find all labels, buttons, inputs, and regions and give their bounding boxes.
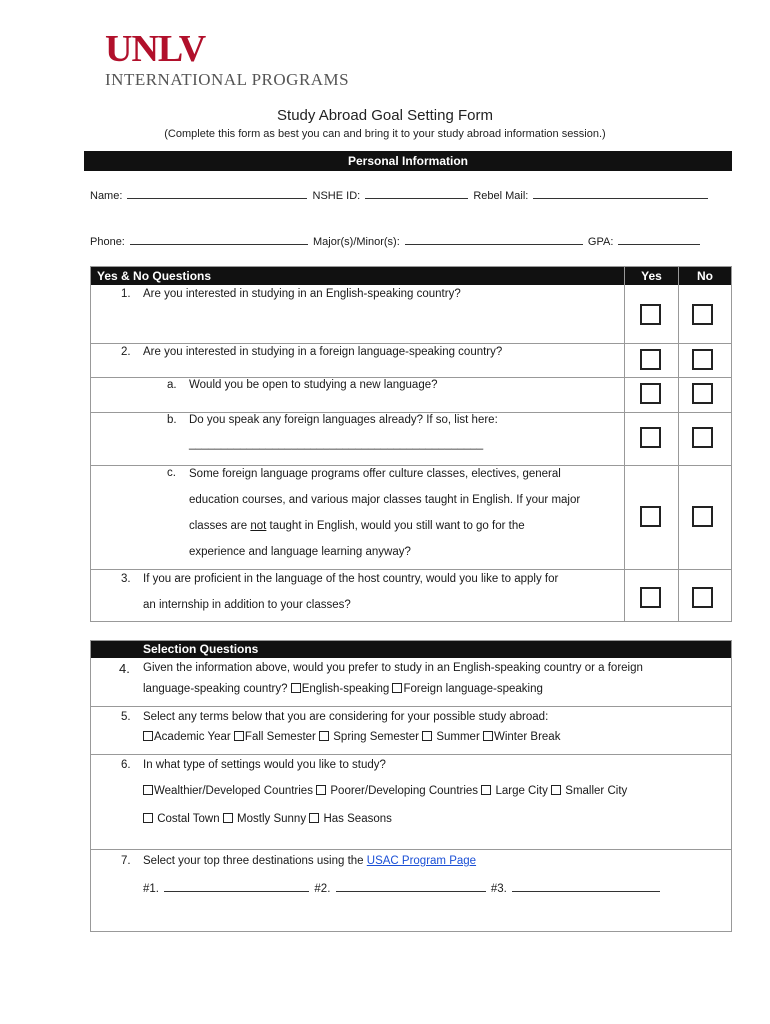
unlv-logo bbox=[105, 30, 349, 90]
personal-row-1 bbox=[90, 188, 710, 202]
phone-label: Phone: bbox=[90, 236, 125, 248]
yes-no-table bbox=[90, 266, 732, 622]
selection-heading: Selection Questions bbox=[91, 641, 731, 658]
q1-yes-checkbox[interactable] bbox=[640, 304, 661, 325]
question-text-line: If you are proficient in the language of the host country, would you like to apply for bbox=[143, 573, 559, 585]
question-number: 5. bbox=[121, 711, 131, 723]
option-label: Foreign language-speaking bbox=[403, 683, 543, 695]
setting-checkbox[interactable] bbox=[143, 785, 153, 795]
question-text: Would you be open to studying a new language? bbox=[189, 379, 438, 391]
term-checkbox[interactable] bbox=[143, 731, 153, 741]
option-label: Poorer/Developing Countries bbox=[330, 785, 479, 797]
q3-no-checkbox[interactable] bbox=[692, 587, 713, 608]
phone-field[interactable] bbox=[130, 234, 308, 245]
setting-checkbox[interactable] bbox=[309, 813, 319, 823]
question-number: b. bbox=[167, 414, 177, 426]
row-divider bbox=[91, 706, 731, 707]
usac-program-page-link[interactable]: USAC Program Page bbox=[366, 855, 477, 867]
qa-no-checkbox[interactable] bbox=[692, 383, 713, 404]
term-checkbox[interactable] bbox=[422, 731, 432, 741]
question-text: Are you interested in studying in a foreign language-speaking country? bbox=[143, 346, 503, 358]
question-text: Given the information above, would you prefer to study in an English-speaking country or a foreign bbox=[143, 662, 643, 674]
setting-checkbox[interactable] bbox=[551, 785, 561, 795]
logo-sub-text: INTERNATIONAL PROGRAMS bbox=[105, 70, 350, 89]
form-subtitle: (Complete this form as best you can and bring it to your study abroad information session.) bbox=[164, 128, 606, 140]
row-divider bbox=[91, 754, 731, 755]
destination-2-field[interactable] bbox=[336, 881, 486, 892]
major-minor-field[interactable] bbox=[405, 234, 583, 245]
q1-no-checkbox[interactable] bbox=[692, 304, 713, 325]
gpa-field[interactable] bbox=[618, 234, 700, 245]
row-divider bbox=[91, 343, 731, 344]
qc-no-checkbox[interactable] bbox=[692, 506, 713, 527]
question-text-part: language-speaking country? bbox=[143, 683, 291, 695]
option-label: Academic Year bbox=[154, 731, 231, 743]
underlined-not: not bbox=[250, 520, 267, 532]
question-number: c. bbox=[167, 467, 176, 479]
column-divider bbox=[678, 267, 679, 621]
question-text bbox=[143, 855, 476, 867]
english-speaking-checkbox[interactable] bbox=[291, 683, 301, 693]
name-field[interactable] bbox=[127, 188, 307, 199]
q5-options bbox=[143, 731, 560, 743]
option-label: Spring Semester bbox=[333, 731, 419, 743]
option-label: Fall Semester bbox=[244, 731, 316, 743]
question-number: 2. bbox=[121, 346, 131, 358]
question-number: 6. bbox=[121, 759, 131, 771]
term-checkbox[interactable] bbox=[234, 731, 244, 741]
question-number: 1. bbox=[121, 288, 131, 300]
question-text-line bbox=[189, 513, 624, 539]
question-text: Select any terms below that you are considering for your possible study abroad: bbox=[143, 711, 549, 723]
option-label: Costal Town bbox=[157, 813, 220, 825]
row-divider bbox=[91, 412, 731, 413]
question-text-part: taught in English, would you still want to go for the bbox=[266, 520, 525, 532]
question-text-line: Some foreign language programs offer culture classes, electives, general bbox=[189, 468, 561, 480]
q6-options-row-1 bbox=[143, 785, 627, 797]
question-text bbox=[143, 566, 623, 618]
selection-table bbox=[90, 640, 732, 932]
gpa-label: GPA: bbox=[587, 236, 614, 248]
question-number: a. bbox=[167, 379, 177, 391]
question-text-line: education courses, and various major classes taught in English. If your major bbox=[189, 494, 581, 506]
foreign-language-checkbox[interactable] bbox=[392, 683, 402, 693]
option-label: Winter Break bbox=[493, 731, 561, 743]
option-label: Has Seasons bbox=[323, 813, 392, 825]
option-label: Wealthier/Developed Countries bbox=[154, 785, 313, 797]
destination-1-label: #1. bbox=[143, 883, 159, 895]
question-text: Do you speak any foreign languages already? If so, list here: bbox=[189, 414, 498, 426]
destination-1-field[interactable] bbox=[164, 881, 309, 892]
question-text: Are you interested in studying in an English-speaking country? bbox=[143, 288, 461, 300]
destination-3-field[interactable] bbox=[512, 881, 660, 892]
question-text-line: an internship in addition to your classes? bbox=[143, 599, 351, 611]
major-minor-label: Major(s)/Minor(s): bbox=[313, 236, 400, 248]
option-label: Smaller City bbox=[565, 785, 628, 797]
q6-options-row-2 bbox=[143, 813, 392, 825]
form-title: Study Abroad Goal Setting Form bbox=[277, 107, 493, 124]
setting-checkbox[interactable] bbox=[481, 785, 491, 795]
personal-info-header: Personal Information bbox=[84, 151, 732, 171]
option-label: Summer bbox=[436, 731, 480, 743]
setting-checkbox[interactable] bbox=[143, 813, 153, 823]
option-label: Large City bbox=[495, 785, 548, 797]
option-label: English-speaking bbox=[301, 683, 390, 695]
question-text: In what type of settings would you like to study? bbox=[143, 759, 386, 771]
row-divider bbox=[91, 849, 731, 850]
row-divider bbox=[91, 377, 731, 378]
rebel-mail-label: Rebel Mail: bbox=[473, 190, 529, 202]
destination-2-label: #2. bbox=[314, 883, 331, 895]
personal-row-2 bbox=[90, 234, 702, 248]
term-checkbox[interactable] bbox=[319, 731, 329, 741]
language-list-field[interactable]: ______________________________________________ bbox=[189, 438, 484, 450]
setting-checkbox[interactable] bbox=[223, 813, 233, 823]
qa-yes-checkbox[interactable] bbox=[640, 383, 661, 404]
question-number: 4. bbox=[119, 661, 130, 676]
question-text-line: experience and language learning anyway? bbox=[189, 546, 411, 558]
qb-yes-checkbox[interactable] bbox=[640, 427, 661, 448]
rebel-mail-field[interactable] bbox=[533, 188, 708, 199]
question-text-part: classes are bbox=[189, 520, 251, 532]
q3-yes-checkbox[interactable] bbox=[640, 587, 661, 608]
column-divider bbox=[624, 267, 625, 621]
q4-options bbox=[143, 683, 543, 695]
qb-no-checkbox[interactable] bbox=[692, 427, 713, 448]
option-label: Mostly Sunny bbox=[237, 813, 307, 825]
no-column-header: No bbox=[679, 267, 731, 285]
name-label: Name: bbox=[90, 190, 123, 202]
q2-yes-checkbox[interactable] bbox=[640, 349, 661, 370]
logo-main-text: UNLV bbox=[105, 28, 206, 70]
nshe-id-field[interactable] bbox=[365, 188, 468, 199]
destination-3-label: #3. bbox=[490, 883, 507, 895]
destinations-row bbox=[143, 881, 662, 895]
question-number: 7. bbox=[121, 855, 131, 867]
qc-yes-checkbox[interactable] bbox=[640, 506, 661, 527]
question-text bbox=[189, 461, 624, 565]
nshe-id-label: NSHE ID: bbox=[312, 190, 361, 202]
setting-checkbox[interactable] bbox=[316, 785, 326, 795]
question-number: 3. bbox=[121, 573, 131, 585]
term-checkbox[interactable] bbox=[483, 731, 493, 741]
yes-no-heading: Yes & No Questions bbox=[91, 267, 625, 285]
question-text-part: Select your top three destinations using the bbox=[143, 855, 367, 867]
q2-no-checkbox[interactable] bbox=[692, 349, 713, 370]
yes-column-header: Yes bbox=[625, 267, 678, 285]
